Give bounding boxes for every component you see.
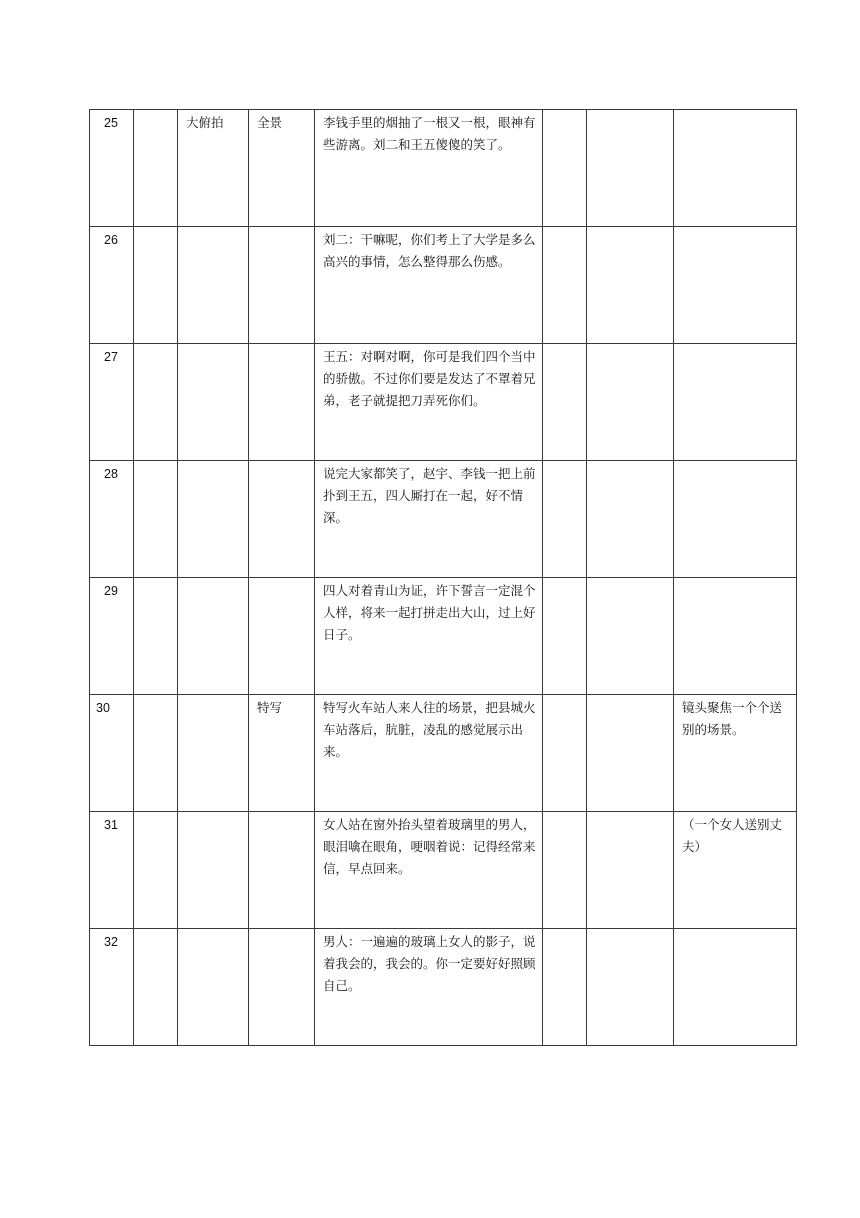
content-cell [315, 461, 543, 578]
shot-note [674, 578, 796, 580]
shot-number: 28 [104, 467, 118, 481]
empty-cell [587, 929, 674, 1046]
shot-size [249, 344, 314, 346]
shot-number: 29 [104, 584, 118, 598]
shot-content: 四人对着青山为证，许下誓言一定混个人样，将来一起打拼走出大山，过上好日子。 [323, 583, 536, 642]
table-row [90, 344, 797, 461]
camera-angle [178, 695, 248, 697]
note-cell [674, 578, 797, 695]
content-cell [315, 695, 543, 812]
shot-size [249, 812, 314, 814]
shot-size-cell [249, 461, 315, 578]
empty-cell [134, 227, 178, 344]
table-row [90, 578, 797, 695]
cell-text [543, 578, 586, 580]
camera-angle [178, 344, 248, 346]
note-cell [674, 695, 797, 812]
shot-size: 全景 [257, 115, 283, 130]
cell-text [587, 344, 673, 346]
shot-size-cell [249, 110, 315, 227]
cell-text [134, 227, 177, 229]
shot-note [674, 461, 796, 463]
content-cell [315, 578, 543, 695]
content-cell [315, 344, 543, 461]
empty-cell [543, 578, 587, 695]
shot-number-cell [90, 110, 134, 227]
empty-cell [134, 344, 178, 461]
shot-size [249, 929, 314, 931]
shot-number-cell [90, 227, 134, 344]
shot-number-cell [90, 578, 134, 695]
cell-text [134, 812, 177, 814]
camera-angle-cell [178, 461, 249, 578]
camera-angle-cell [178, 110, 249, 227]
cell-text [134, 695, 177, 697]
camera-angle-cell [178, 695, 249, 812]
cell-text [587, 578, 673, 580]
shot-content: 王五：对啊对啊，你可是我们四个当中的骄傲。不过你们要是发达了不罩着兄弟，老子就提把刀弄死你们。 [323, 349, 536, 408]
cell-text [543, 812, 586, 814]
shot-content: 女人站在窗外抬头望着玻璃里的男人，眼泪噙在眼角，哽咽着说：记得经常来信，早点回来。 [323, 817, 536, 876]
cell-text [543, 929, 586, 931]
shot-content: 男人：一遍遍的玻璃上女人的影子，说着我会的，我会的。你一定要好好照顾自己。 [323, 934, 536, 993]
shot-size-cell [249, 344, 315, 461]
empty-cell [134, 812, 178, 929]
empty-cell [543, 929, 587, 1046]
table-row [90, 929, 797, 1046]
shot-number-cell [90, 929, 134, 1046]
table-row [90, 227, 797, 344]
shot-note [674, 929, 796, 931]
shot-number-cell [90, 344, 134, 461]
content-cell [315, 929, 543, 1046]
shot-size-cell [249, 695, 315, 812]
shot-number: 30 [96, 701, 110, 715]
shot-size-cell [249, 578, 315, 695]
cell-text [543, 695, 586, 697]
cell-text [587, 929, 673, 931]
table-row [90, 695, 797, 812]
camera-angle-cell [178, 344, 249, 461]
empty-cell [587, 461, 674, 578]
empty-cell [543, 812, 587, 929]
cell-text [543, 227, 586, 229]
cell-text [134, 344, 177, 346]
note-cell [674, 929, 797, 1046]
shot-note [674, 344, 796, 346]
shot-size [249, 227, 314, 229]
cell-text [587, 812, 673, 814]
cell-text [134, 461, 177, 463]
table-row [90, 812, 797, 929]
cell-text [587, 695, 673, 697]
shot-number: 27 [104, 350, 118, 364]
content-cell [315, 110, 543, 227]
camera-angle: 大俯拍 [186, 115, 224, 130]
cell-text [543, 344, 586, 346]
shot-number: 26 [104, 233, 118, 247]
shot-size-cell [249, 812, 315, 929]
table-row [90, 110, 797, 227]
shot-size-cell [249, 227, 315, 344]
note-cell [674, 110, 797, 227]
cell-text [134, 578, 177, 580]
note-cell [674, 461, 797, 578]
camera-angle-cell [178, 812, 249, 929]
camera-angle [178, 461, 248, 463]
shot-size [249, 578, 314, 580]
camera-angle-cell [178, 578, 249, 695]
shot-number: 32 [104, 935, 118, 949]
shot-note: 镜头聚焦一个个送别的场景。 [682, 700, 783, 737]
shot-content: 特写火车站人来人往的场景，把县城火车站落后，肮脏，凌乱的感觉展示出来。 [323, 700, 536, 759]
empty-cell [134, 461, 178, 578]
note-cell [674, 344, 797, 461]
cell-text [134, 110, 177, 112]
empty-cell [587, 695, 674, 812]
shot-number: 31 [104, 818, 118, 832]
shot-number-cell [90, 695, 134, 812]
empty-cell [134, 929, 178, 1046]
camera-angle [178, 578, 248, 580]
empty-cell [134, 695, 178, 812]
cell-text [587, 110, 673, 112]
empty-cell [587, 344, 674, 461]
empty-cell [543, 110, 587, 227]
cell-text [587, 227, 673, 229]
content-cell [315, 812, 543, 929]
note-cell [674, 227, 797, 344]
empty-cell [543, 344, 587, 461]
empty-cell [587, 812, 674, 929]
camera-angle [178, 227, 248, 229]
empty-cell [587, 578, 674, 695]
cell-text [543, 461, 586, 463]
camera-angle-cell [178, 929, 249, 1046]
shot-note [674, 110, 796, 112]
camera-angle [178, 812, 248, 814]
cell-text [134, 929, 177, 931]
shot-note [674, 227, 796, 229]
storyboard-table [89, 109, 797, 1046]
cell-text [587, 461, 673, 463]
content-cell [315, 227, 543, 344]
shot-number-cell [90, 461, 134, 578]
note-cell [674, 812, 797, 929]
shot-number-cell [90, 812, 134, 929]
shot-content: 李钱手里的烟抽了一根又一根，眼神有些游离。刘二和王五傻傻的笑了。 [323, 115, 536, 152]
shot-size: 特写 [257, 700, 283, 715]
empty-cell [543, 227, 587, 344]
camera-angle-cell [178, 227, 249, 344]
cell-text [543, 110, 586, 112]
empty-cell [587, 227, 674, 344]
empty-cell [134, 578, 178, 695]
empty-cell [134, 110, 178, 227]
empty-cell [543, 695, 587, 812]
shot-size [249, 461, 314, 463]
shot-note: （一个女人送别丈夫） [682, 817, 783, 854]
shot-content: 说完大家都笑了，赵宇、李钱一把上前扑到王五，四人厮打在一起，好不情深。 [323, 466, 536, 525]
storyboard-body [90, 110, 797, 1046]
empty-cell [543, 461, 587, 578]
camera-angle [178, 929, 248, 931]
shot-size-cell [249, 929, 315, 1046]
table-row [90, 461, 797, 578]
shot-content: 刘二：干嘛呢，你们考上了大学是多么高兴的事情，怎么整得那么伤感。 [323, 232, 536, 269]
empty-cell [587, 110, 674, 227]
shot-number: 25 [104, 116, 118, 130]
